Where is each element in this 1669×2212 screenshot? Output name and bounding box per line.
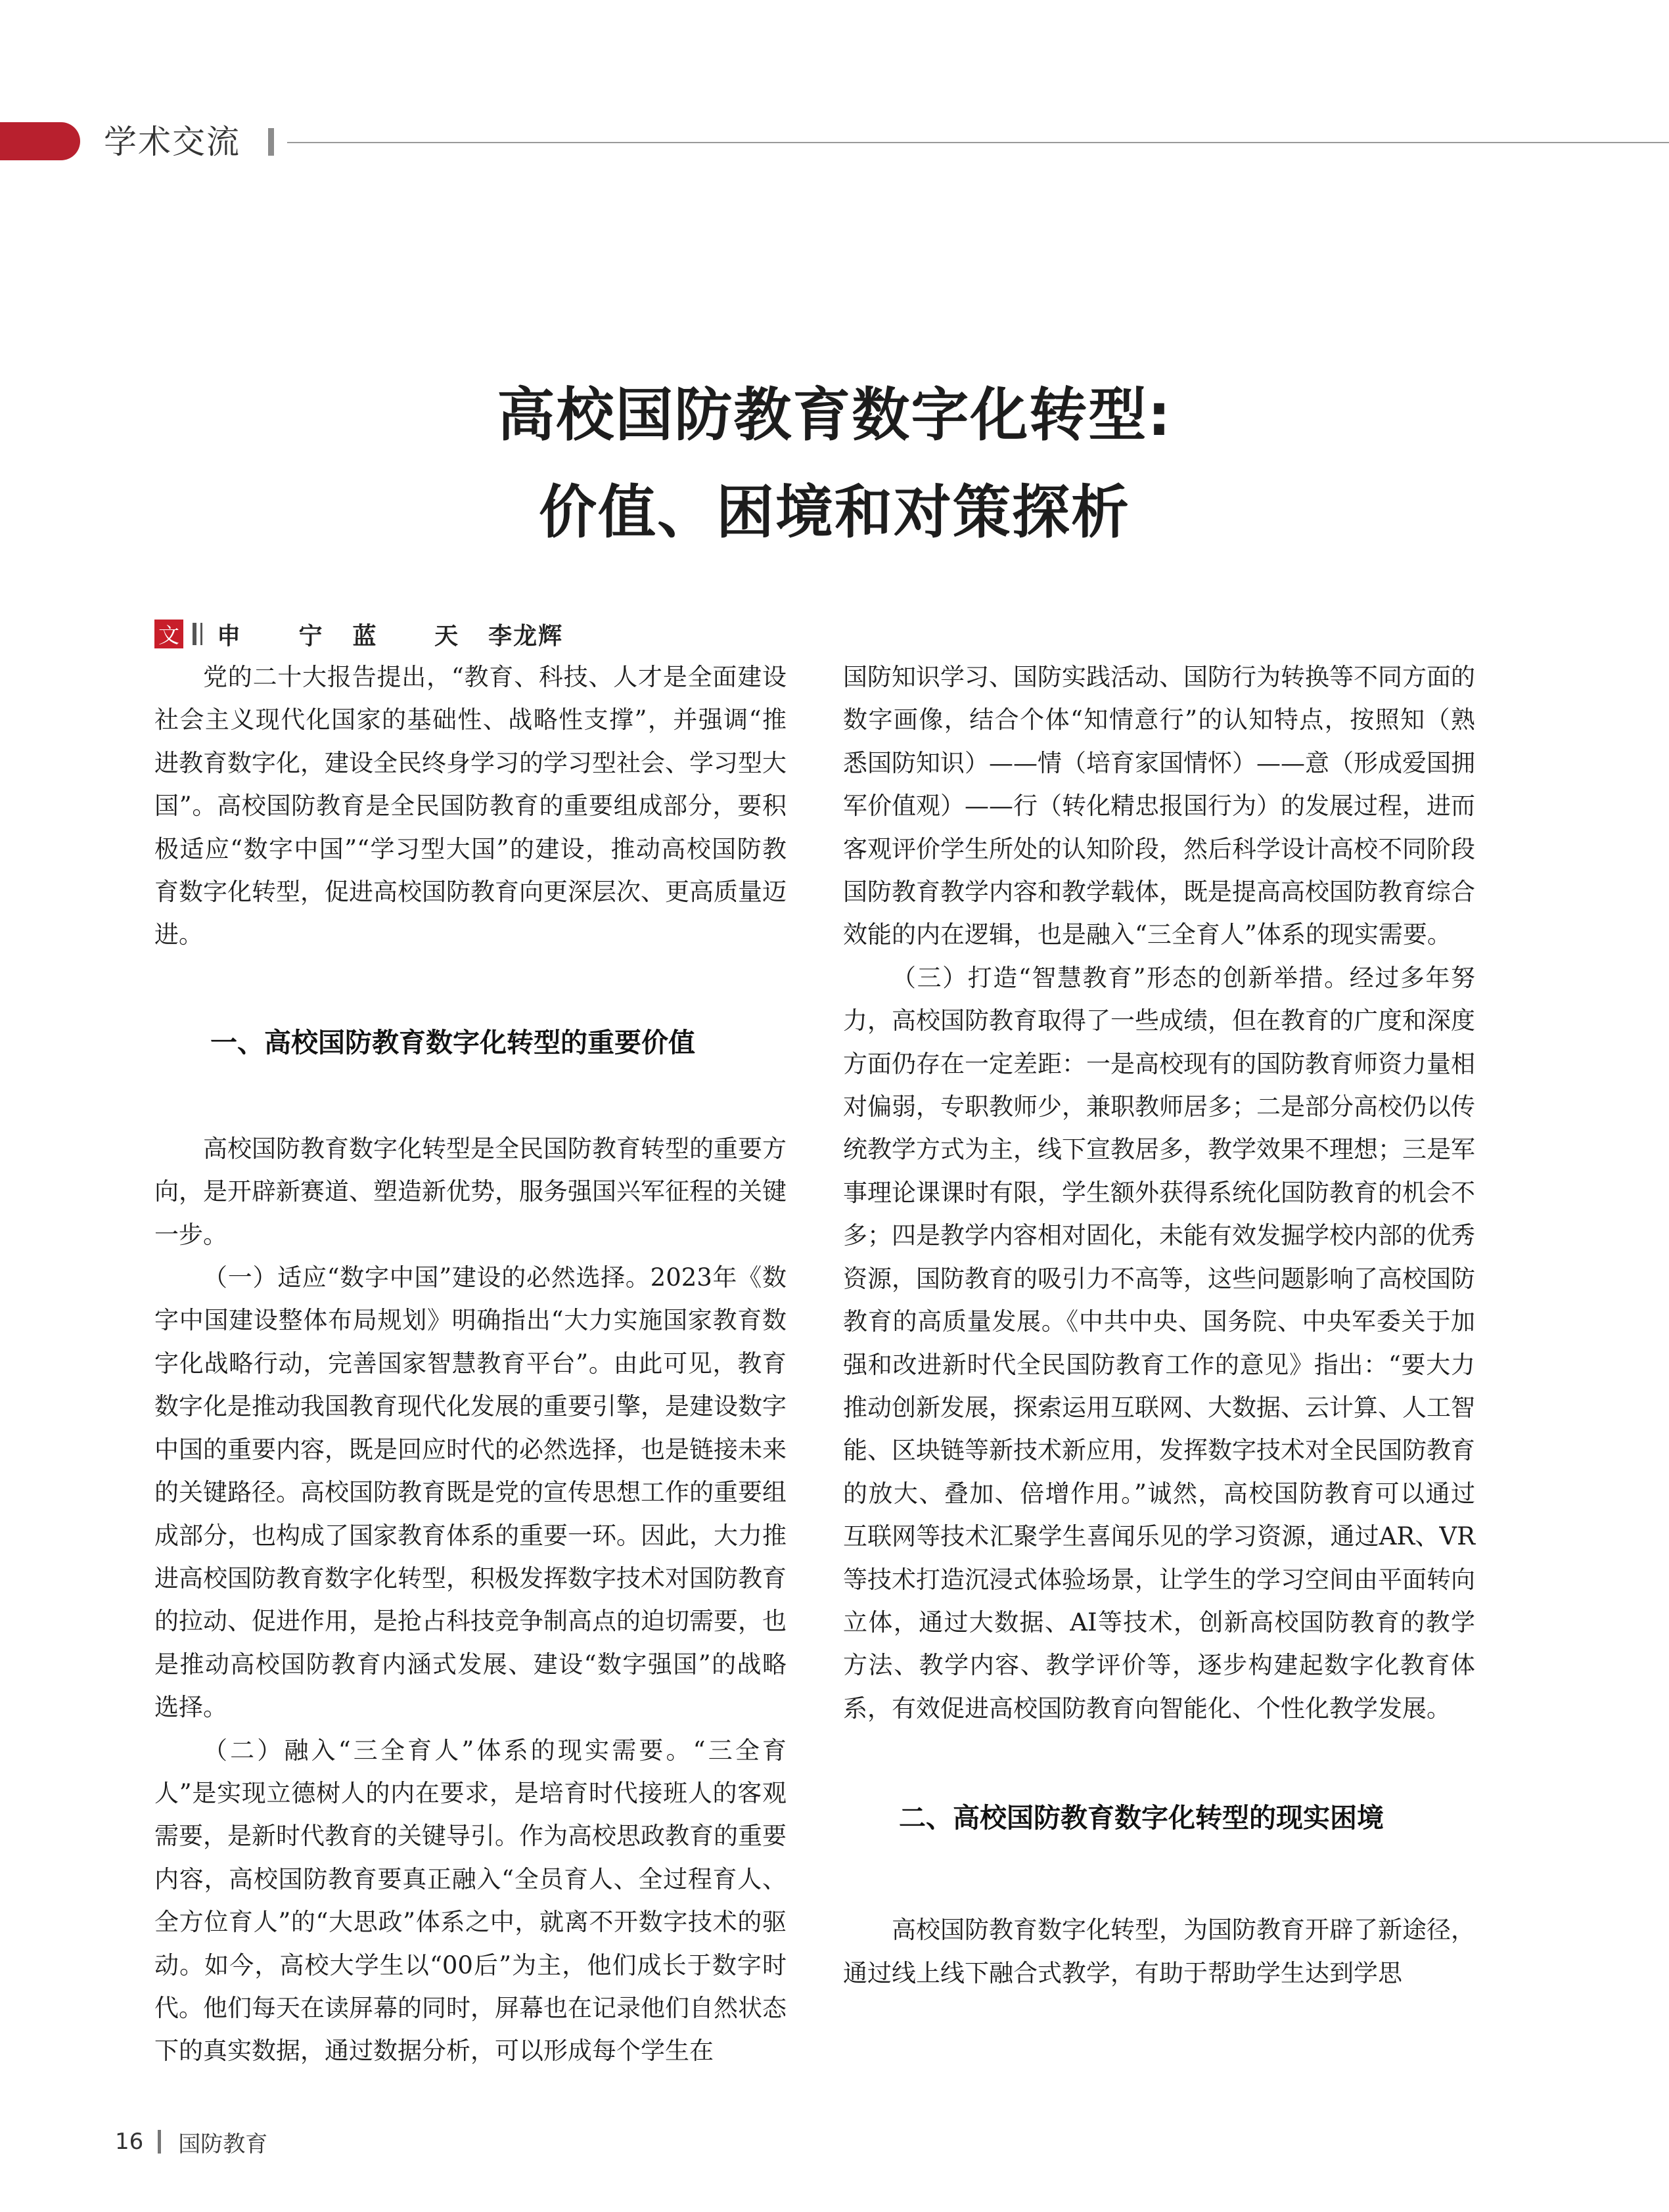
article-title-line1: 高校国防教育数字化转型:: [497, 381, 1172, 449]
section-label: 学术交流: [104, 123, 240, 161]
page-footer: [115, 2125, 267, 2158]
text-badge-icon: 文: [154, 620, 183, 648]
author-name: 蓝 天: [352, 622, 484, 650]
body-paragraph: （三）打造“智慧教育”形态的创新举措。经过多年努力，高校国防教育取得了一些成绩，但在教育的广度和深度方面仍存在一定差距：一是高校现有的国防教育师资力量相对偏弱，专职教师少，兼职教师居多；二是部分高校仍以传统教学方式为主，线下宣教居多，教学效果不理想；三是军事理论课课时有限，学生额外获得系统化国防教育的机会不多；四是教学内容相对固化，未能有效发掘学校内部的优秀资源，国防教育的吸引力不高等，这些问题影响了高校国防教育的高质量发展。《中共中央、国务院、中央军委关于加强和改进新时代全民国防教育工作的意见》指出：“要大力推动创新发展，探索运用互联网、大数据、云计算、人工智能、区块链等新技术新应用，发挥数字技术对全民国防教育的放大、叠加、倍增作用。”诚然，高校国防教育可以通过互联网等技术汇聚学生喜闻乐见的学习资源，通过AR、VR等技术打造沉浸式体验场景，让学生的学习空间由平面转向立体，通过大数据、AI等技术，创新高校国防教育的教学方法、教学内容、教学评价等，逐步构建起数字化教育体系，有效促进高校国防教育向智能化、个性化教学发展。: [843, 963, 1475, 1723]
body-paragraph: 高校国防教育数字化转型是全民国防教育转型的重要方向，是开辟新赛道、塑造新优势，服务强国兴军征程的关键一步。: [154, 1134, 787, 1249]
left-column: [154, 656, 787, 2073]
byline: [154, 618, 589, 650]
page-number: 16: [115, 2129, 144, 2155]
body-paragraph: 国防知识学习、国防实践活动、国防行为转换等不同方面的数字画像，结合个体“知情意行”的认知特点，按照知（熟悉国防知识）——情（培育家国情怀）——意（形成爱国拥军价值观）——行（转化精忠报国行为）的发展过程，进而客观评价学生所处的认知阶段，然后科学设计高校不同阶段国防教育教学内容和教学载体，既是提高高校国防教育综合效能的内在逻辑，也是融入“三全育人”体系的现实需要。: [843, 663, 1475, 949]
body-paragraph: （一）适应“数字中国”建设的必然选择。2023年《数字中国建设整体布局规划》明确指出“大力实施国家教育数字化战略行动，完善国家智慧教育平台”。由此可见，教育数字化是推动我国教育现代化发展的重要引擎，是建设数字中国的重要内容，既是回应时代的必然选择，也是链接未来的关键路径。高校国防教育既是党的宣传思想工作的重要组成部分，也构成了国家教育体系的重要一环。因此，大力推进高校国防教育数字化转型，积极发挥数字技术对国防教育的拉动、促进作用，是抢占科技竞争制高点的迫切需要，也是推动高校国防教育内涵式发展、建设“数字强国”的战略选择。: [154, 1263, 787, 1722]
intro-paragraph: 党的二十大报告提出，“教育、科技、人才是全面建设社会主义现代化国家的基础性、战略性支撑”，并强调“推进教育数字化，建设全民终身学习的学习型社会、学习型大国”。高校国防教育是全民国防教育的重要组成部分，要积极适应“数字中国”“学习型大国”的建设，推动高校国防教育数字化转型，促进高校国防教育向更深层次、更高质量迈进。: [154, 663, 787, 949]
article-title-line2: 价值、困境和对策探析: [538, 478, 1130, 546]
header-red-tab: [0, 122, 80, 160]
right-column: [843, 656, 1475, 1995]
header-separator: [268, 128, 274, 156]
body-paragraph: （二）融入“三全育人”体系的现实需要。“三全育人”是实现立德树人的内在要求，是培育时代接班人的客观需要，是新时代教育的关键导引。作为高校思政教育的重要内容，高校国防教育要真正融入“全员育人、全过程育人、全方位育人”的“大思政”体系之中，就离不开数字技术的驱动。如今，高校大学生以“00后”为主，他们成长于数字时代。他们每天在读屏幕的同时，屏幕也在记录他们自然状态下的真实数据，通过数据分析，可以形成每个学生在: [154, 1736, 787, 2065]
byline-bar: [200, 623, 202, 645]
footer-separator: [158, 2130, 161, 2154]
journal-name: 国防教育: [178, 2131, 268, 2157]
header-rule: [287, 142, 1669, 143]
byline-bar: [193, 623, 196, 645]
body-paragraph: 高校国防教育数字化转型，为国防教育开辟了新途径，通过线上线下融合式教学，有助于帮助学生达到学思: [843, 1916, 1475, 1987]
author-name: 申 宁: [217, 622, 348, 650]
author-name: 李龙辉: [488, 622, 564, 650]
section-heading-2: 二、高校国防教育数字化转型的现实困境: [899, 1802, 1384, 1834]
section-heading-1: 一、高校国防教育数字化转型的重要价值: [210, 1026, 695, 1058]
